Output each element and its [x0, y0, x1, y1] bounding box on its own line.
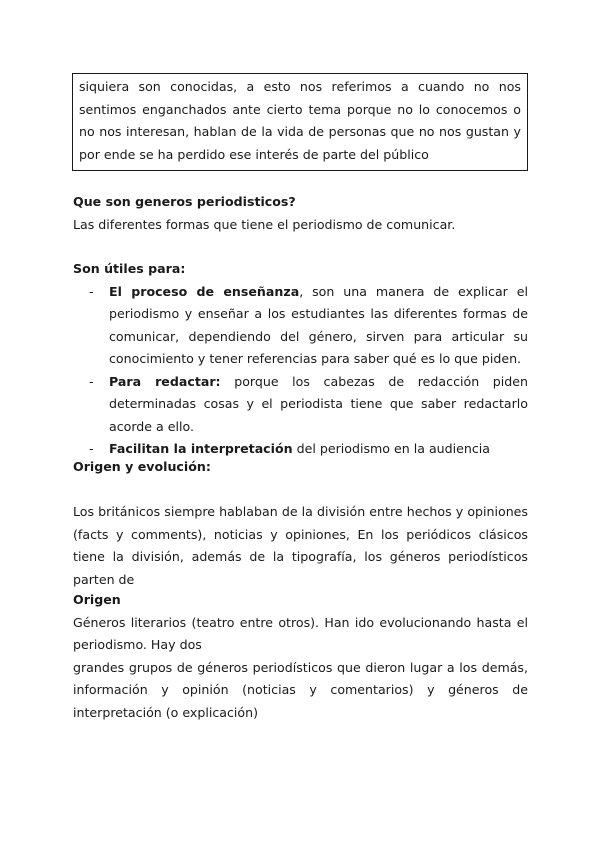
list-item-bold: Facilitan la interpretación	[109, 441, 293, 456]
section-origin	[73, 589, 528, 724]
section-heading: Origen	[73, 592, 121, 607]
section-body: Los británicos siempre hablaban de la división entre hechos y opiniones (facts y comments), noticias y opiniones, En los periódicos clásicos tiene la división, además de la tipografía, los géneros periodísticos parten de	[73, 504, 528, 587]
section-heading: Origen y evolución:	[73, 459, 211, 474]
section-heading: Que son generos periodisticos?	[73, 194, 296, 209]
list-item-text: , son una manera de explicar el periodismo y enseñar a los estudiantes las diferentes formas de comunicar, dependiendo del género, sirven para articular su conocimiento y tener referencias para saber qué es lo que piden.	[109, 283, 529, 366]
list-item-text: del periodismo en la audiencia	[292, 441, 491, 456]
section-what-are-genres	[73, 191, 528, 236]
section-heading: Son útiles para:	[73, 261, 186, 276]
section-useful-for	[73, 258, 528, 461]
section-body-line2: grandes grupos de géneros periodísticos que dieron lugar a los demás, información y opinión (noticias y comentarios) y géneros de interpretación (o explicación)	[73, 659, 528, 720]
list-item	[73, 281, 528, 371]
dash-bullet: -	[89, 373, 94, 389]
boxed-text: siquiera son conocidas, a esto nos referimos a cuando no nos sentimos enganchados ante cierto tema porque no lo conocemos o no nos interesan, hablan de la vida de personas que no nos gustan y por ende se ha perdido ese interés de parte del público	[79, 79, 521, 162]
dash-bullet: -	[89, 283, 94, 299]
list-item-text: porque los cabezas de redacción piden determinadas cosas y el periodista tiene que saber redactarlo acorde a ello.	[109, 373, 528, 434]
boxed-paragraph	[72, 73, 528, 171]
list-item	[73, 371, 528, 439]
list-item-bold: El proceso de enseñanza	[109, 283, 300, 299]
section-body-line1: Géneros literarios (teatro entre otros). Han ido evolucionando hasta el periodismo. Hay dos	[73, 614, 528, 652]
dash-bullet: -	[89, 441, 94, 456]
section-body: Las diferentes formas que tiene el periodismo de comunicar.	[73, 216, 456, 232]
section-origin-evolution-body	[73, 501, 528, 591]
section-origin-evolution-heading	[73, 456, 528, 479]
dash-list	[73, 281, 528, 461]
list-item-bold: Para redactar:	[109, 373, 221, 389]
